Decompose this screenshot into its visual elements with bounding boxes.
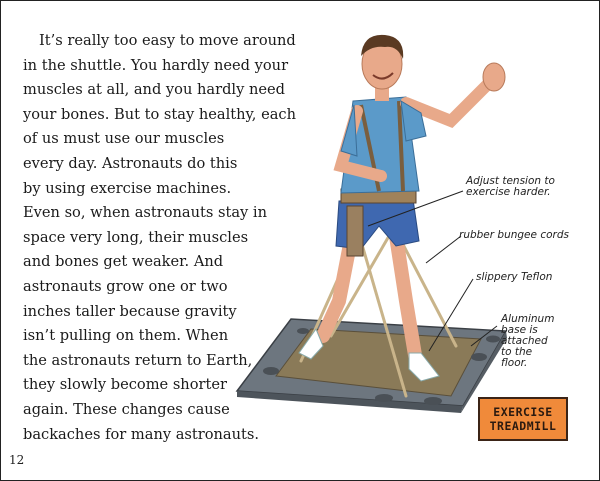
caption-box bbox=[478, 397, 568, 441]
text-line: backaches for many astronauts. bbox=[23, 425, 260, 443]
text-line: your bones. But to stay healthy, each bbox=[23, 105, 296, 123]
label-bungee: rubber bungee cords bbox=[459, 229, 569, 241]
treadmill-base bbox=[237, 319, 507, 413]
text-line: and bones get weaker. And bbox=[23, 253, 224, 271]
text-line: muscles at all, and you hardly need bbox=[23, 81, 285, 99]
label-teflon: slippery Teflon bbox=[476, 271, 553, 283]
text-line: inches taller because gravity bbox=[23, 302, 237, 320]
text-line: It’s really too easy to move around bbox=[39, 32, 296, 49]
text-line: again. These changes cause bbox=[23, 400, 230, 418]
text-line: astronauts grow one or two bbox=[23, 277, 228, 295]
text-line: by using exercise machines. bbox=[23, 179, 232, 197]
text-line: of us must use our muscles bbox=[23, 130, 225, 148]
text-line: every day. Astronauts do this bbox=[23, 154, 238, 172]
text-line: the astronauts return to Earth, bbox=[23, 351, 253, 369]
page-number: 12 bbox=[9, 453, 25, 467]
caption-line: EXERCISE bbox=[493, 405, 553, 419]
text-line: they slowly become shorter bbox=[23, 376, 227, 394]
text-line: isn’t pulling on them. When bbox=[23, 327, 229, 345]
text-line: in the shuttle. You hardly need your bbox=[23, 56, 289, 74]
caption-line: TREADMILL bbox=[489, 419, 557, 433]
label-aluminum: Aluminum base is attached to the floor. bbox=[501, 313, 555, 369]
label-tension: Adjust tension to exercise harder. bbox=[466, 175, 555, 198]
text-line: Even so, when astronauts stay in bbox=[23, 204, 268, 222]
text-line: space very long, their muscles bbox=[23, 228, 249, 246]
